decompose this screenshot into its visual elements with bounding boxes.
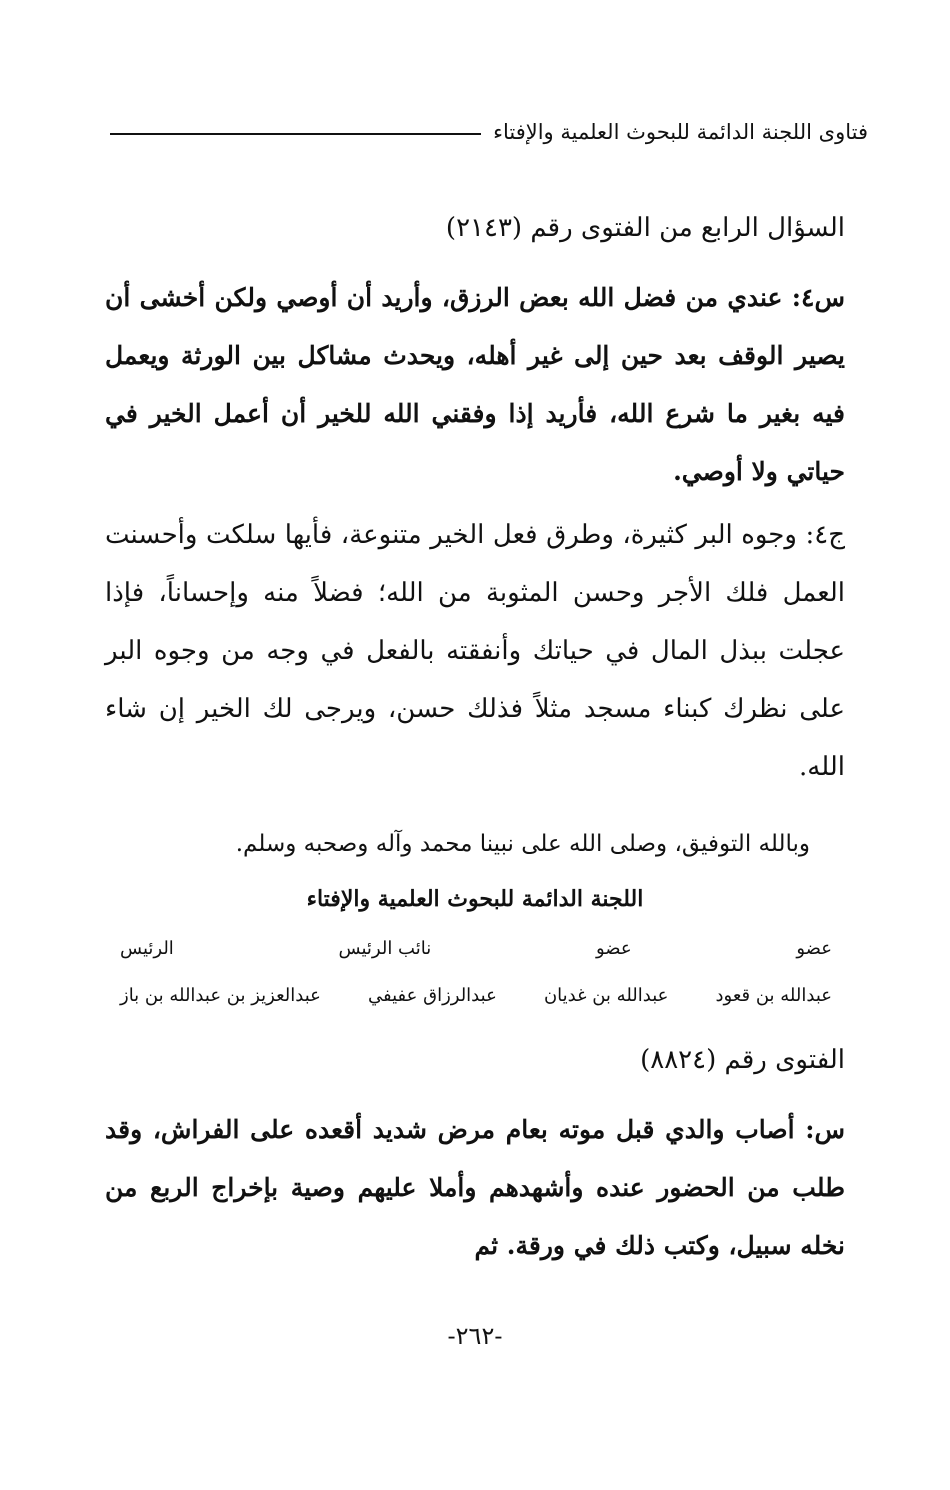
fatwa-reference-2: الفتوى رقم (٨٨٢٤) — [640, 1045, 845, 1075]
signatory-names — [120, 985, 832, 1006]
signatory-roles — [120, 938, 832, 959]
fatwa-reference-1: السؤال الرابع من الفتوى رقم (٢١٤٣) — [445, 213, 845, 243]
member-name-1: عبدالله بن قعود — [715, 985, 832, 1006]
answer-1: ج٤: وجوه البر كثيرة، وطرق فعل الخير متنوعة، فأيها سلكت وأحسنت العمل فلك الأجر وحسن المثوبة من الله؛ فضلاً منه وإحساناً، فإذا عجلت ببذل المال في حياتك وأنفقته بالفعل في وجه من وجوه البر على نظرك كبناء مسجد مثلاً فذلك حسن، ويرجى لك الخير إن شاء الله. — [105, 520, 846, 782]
header-title: فتاوى اللجنة الدائمة للبحوث العلمية والإفتاء — [493, 120, 868, 144]
role-member-1: عضو — [796, 938, 832, 959]
role-member-2: عضو — [595, 938, 632, 959]
role-chairman: الرئيس — [120, 938, 174, 959]
running-header — [110, 112, 868, 152]
page-number: -٢٦٢- — [447, 1322, 503, 1350]
role-vice-chairman: نائب الرئيس — [338, 938, 432, 959]
member-name-4: عبدالعزيز بن عبدالله بن باز — [120, 985, 321, 1006]
question-1: س٤: عندي من فضل الله بعض الرزق، وأريد أن أوصي ولكن أخشى أن يصير الوقف بعد حين إلى غير أهله، ويحدث مشاكل بين الورثة ويعمل فيه بغير ما شرع الله، فأريد إذا وفقني الله للخير أن أعمل الخير في حياتي ولا أوصي. — [105, 283, 845, 486]
member-name-3: عبدالرزاق عفيفي — [368, 985, 497, 1006]
member-name-2: عبدالله بن غديان — [543, 985, 669, 1006]
header-rule — [110, 133, 481, 135]
committee-name: اللجنة الدائمة للبحوث العلمية والإفتاء — [306, 886, 644, 912]
question-2: س: أصاب والدي قبل موته بعام مرض شديد أقعده على الفراش، وقد طلب من الحضور عنده وأشهدهم وأملا عليهم وصية بإخراج الربع من نخله سبيل، وكتب ذلك في ورقة. ثم — [105, 1115, 845, 1260]
closing-line: وبالله التوفيق، وصلى الله على نبينا محمد وآله وصحبه وسلم. — [235, 831, 810, 857]
